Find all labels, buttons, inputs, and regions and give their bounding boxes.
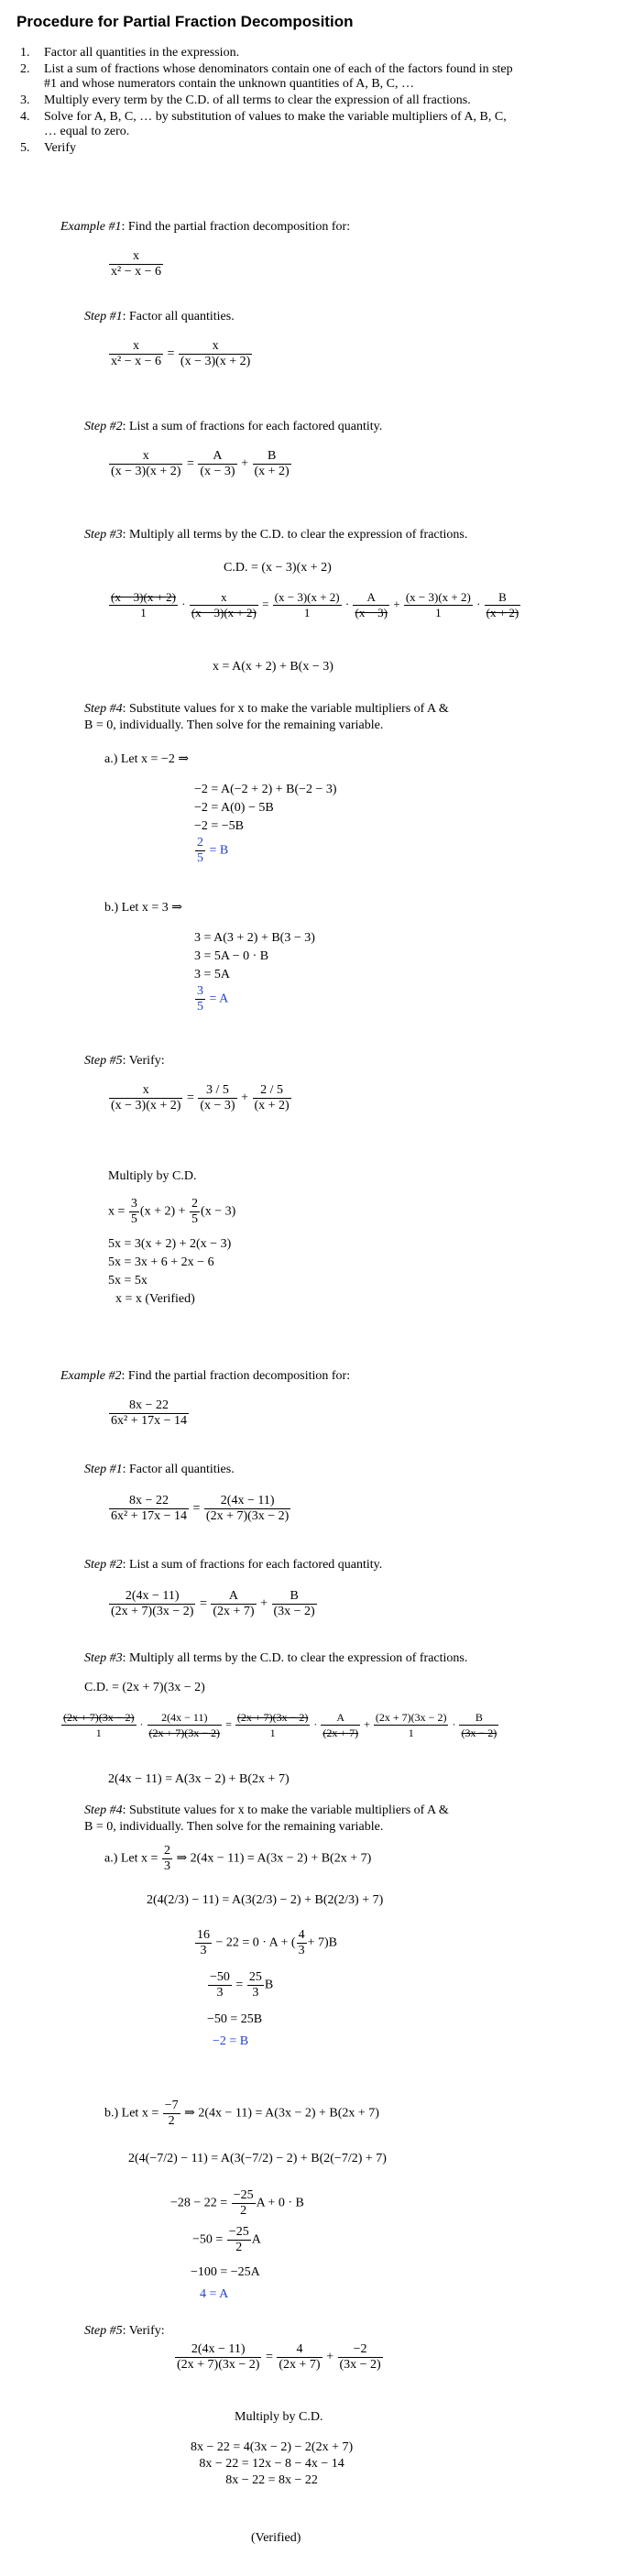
example2-expression: $\frac{8x - 22}{\text{6x² + 17x − 14}}$ — [111, 1398, 187, 1428]
ex1-step2-heading: Step #2: List a sum of fractions for each factored quantity. — [84, 420, 383, 433]
ex1-step5-equation: $\frac{x}{(x - 3)(x + 2)}$ = $\frac{3 / 5}{(x - 3)}$ + $\frac{2 / 5}{(x + 2)}$ — [111, 1083, 290, 1113]
ex1-case-b-work: 3 = A(3 + 2) + B(3 − 3) 3 = 5A − 0 · B 3 = 5A $\frac{3}{5}$ = A — [194, 931, 315, 1014]
ex1-verify-work: 5x = 3(x + 2) + 2(x − 3) 5x = 3x + 6 + 2x − 6 5x = 5x x = x (Verified) — [108, 1237, 232, 1306]
ex2-step3-equation: $\frac{(2x + 7)(3x - 2)}{1}$ · $\frac{2(4x - 11)}{(2x + 7)(3x - 2)}$ = $\frac{(2x + 7)(3x - 2)}{1}$ · $\frac{A}{(2x + 7)}$ + $\frac{(2x + 7)(3x - 2)}{1}$ · $\frac{B}{(3x - 2)}$ — [63, 1711, 497, 1739]
ex2-step3-heading: Step #3: Multiply all terms by the C.D. to clear the expression of fractions. — [84, 1651, 468, 1665]
procedure-step: 5. Verify — [20, 141, 76, 155]
page-title: Procedure for Partial Fraction Decomposition — [16, 13, 354, 30]
ex1-case-a-work: −2 = A(−2 + 2) + B(−2 − 3) −2 = A(0) − 5B −2 = −5B $\frac{2}{5}$ = B — [194, 783, 337, 865]
ex2-verified-label: (Verified) — [251, 2531, 301, 2545]
ex1-case-b-label: b.) Let x = 3 ⇒ — [104, 901, 182, 915]
procedure-step: 2. List a sum of fractions whose denominators contain one of each of the factors found in step #1 and whose numerators contain the unknown quantities of A, B, C, … — [20, 62, 513, 91]
ex2-case-b-line1: 2(4(−7/2) − 11) = A(3(−7/2) − 2) + B(2(−7/2) + 7) — [128, 2152, 387, 2165]
example2-heading: Example #2: Find the partial fraction decomposition for: — [60, 1369, 351, 1383]
ex2-case-b-line2: −28 − 22 = $\frac{-25}{2}$ A + 0 · B — [170, 2188, 304, 2218]
example1-expression: $\frac{x}{\text{x² − x − 6}}$ — [111, 249, 161, 279]
ex2-step1-equation: $\frac{8x - 22}{\text{6x² + 17x − 14}}$ = $\frac{2(4x - 11)}{(2x + 7)(3x - 2)}$ — [111, 1494, 290, 1523]
ex2-step5-heading: Step #5: Verify: — [84, 2324, 165, 2338]
ex1-step1-equation: $\frac{x}{\text{x² − x − 6}}$ = $\frac{x}{(x - 3)(x + 2)}$ — [111, 339, 251, 368]
ex2-verify-work: 8x − 22 = 4(3x − 2) − 2(2x + 7) 8x − 22 = 12x − 8 − 4x − 14 8x − 22 = 8x − 22 — [191, 2440, 354, 2487]
ex1-step2-equation: $\frac{x}{(x - 3)(x + 2)}$ = $\frac{A}{(x - 3)}$ + $\frac{B}{(x + 2)}$ — [111, 449, 290, 478]
ex1-step3-equation: $\frac{(x - 3)(x + 2)}{1}$ · $\frac{x}{(x - 3)(x + 2)}$ = $\frac{(x - 3)(x + 2)}{1}$ · $\frac{A}{(x - 3)}$ + $\frac{(x - 3)(x + 2)}{1}$ · $\frac{B}{(x + 2)}$ — [111, 590, 519, 619]
ex2-case-a-line1: 2(4(2/3) − 11) = A(3(2/3) − 2) + B(2(2/3) + 7) — [147, 1893, 384, 1907]
procedure-step: 4. Solve for A, B, C, … by substitution of values to make the variable multipliers of A, B, C, … equal to zero. — [20, 110, 507, 138]
ex2-step4-heading: Step #4: Substitute values for x to make the variable multipliers of A & — [84, 1803, 449, 1817]
procedure-steps — [20, 46, 515, 158]
procedure-step: 1. Factor all quantities in the expression. — [20, 46, 240, 60]
ex1-step3-result: x = A(x + 2) + B(x − 3) — [213, 660, 333, 674]
ex1-step4-heading: Step #4: Substitute values for x to make the variable multipliers of A & — [84, 702, 449, 716]
ex2-step1-heading: Step #1: Factor all quantities. — [84, 1463, 235, 1476]
ex1-step4-heading-line2: B = 0, individually. Then solve for the remaining variable. — [84, 718, 384, 732]
example1-heading: Example #1: Find the partial fraction decomposition for: — [60, 220, 351, 234]
ex2-case-b-label: b.) Let x = $\frac{-7}{2}$ ⇒ 2(4x − 11) = A(3x − 2) + B(2x + 7) — [104, 2099, 379, 2128]
ex2-case-a-line3: $\frac{-50}{3}$ = $\frac{25}{3}$ B — [210, 1970, 274, 2000]
ex1-common-denominator: C.D. = (x − 3)(x + 2) — [224, 561, 332, 575]
ex2-case-a-line2: $\frac{16}{3}$ − 22 = 0 · A + ( $\frac{4}{3}$ + 7)B — [197, 1928, 337, 1957]
ex2-step5-equation: $\frac{2(4x - 11)}{(2x + 7)(3x - 2)}$ = $\frac{4}{(2x + 7)}$ + $\frac{-2}{(3x - 2)}$ — [177, 2342, 381, 2372]
ex2-step2-equation: $\frac{2(4x - 11)}{(2x + 7)(3x - 2)}$ = $\frac{A}{(2x + 7)}$ + $\frac{B}{(3x - 2)}$ — [111, 1589, 315, 1618]
ex2-step2-heading: Step #2: List a sum of fractions for each factored quantity. — [84, 1558, 383, 1572]
ex1-step1-heading: Step #1: Factor all quantities. — [84, 310, 235, 323]
ex2-case-a-label: a.) Let x = $\frac{2}{3}$ ⇒ 2(4x − 11) = A(3x − 2) + B(2x + 7) — [104, 1844, 372, 1873]
ex2-case-a-result: −2 = B — [213, 2034, 249, 2048]
ex1-verify-line1: x = $\frac{3}{5}$ (x + 2) + $\frac{2}{5}$ (x − 3) — [108, 1197, 236, 1226]
ex2-case-b-line3: −50 = $\frac{-25}{2}$ A — [192, 2225, 261, 2254]
ex2-case-b-result: 4 = A — [200, 2287, 229, 2301]
ex2-common-denominator: C.D. = (2x + 7)(3x − 2) — [84, 1681, 205, 1694]
ex2-case-a-line4: −50 = 25B — [207, 2012, 263, 2026]
ex2-step4-heading-line2: B = 0, individually. Then solve for the remaining variable. — [84, 1820, 384, 1834]
ex1-multiply-label: Multiply by C.D. — [108, 1169, 197, 1183]
ex2-multiply-label: Multiply by C.D. — [235, 2410, 323, 2424]
ex1-case-a-label: a.) Let x = −2 ⇒ — [104, 752, 190, 766]
ex2-case-b-line4: −100 = −25A — [191, 2265, 260, 2279]
ex1-step3-heading: Step #3: Multiply all terms by the C.D. to clear the expression of fractions. — [84, 528, 468, 542]
ex1-step5-heading: Step #5: Verify: — [84, 1054, 165, 1068]
ex2-step3-result: 2(4x − 11) = A(3x − 2) + B(2x + 7) — [108, 1772, 290, 1786]
procedure-step: 3. Multiply every term by the C.D. of all terms to clear the expression of all fractions. — [20, 93, 471, 107]
